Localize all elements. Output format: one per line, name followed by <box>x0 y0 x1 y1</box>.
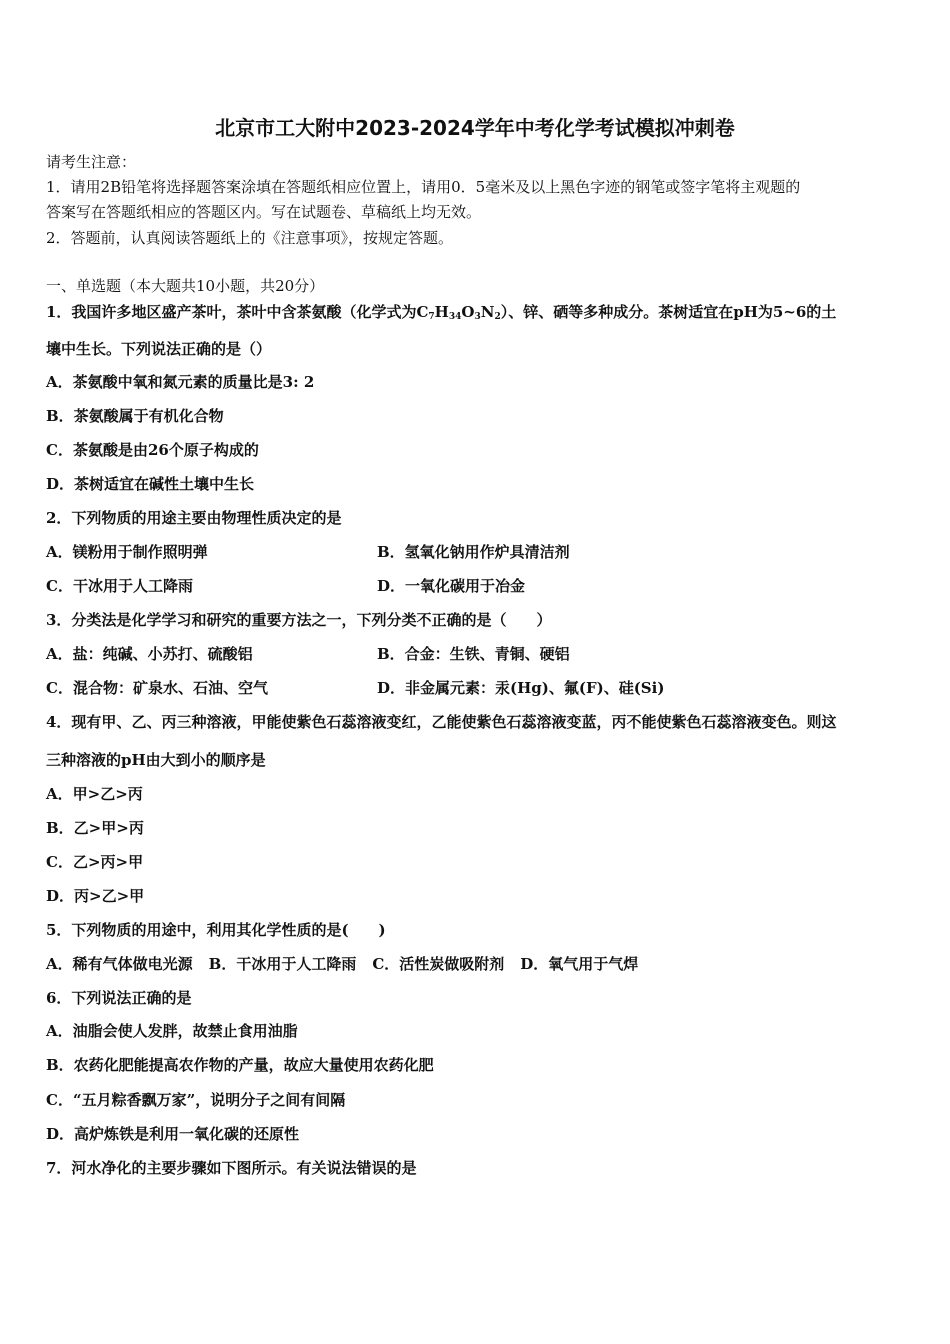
q4-option-b: B．乙>甲>丙 <box>46 819 144 837</box>
question-5-stem: 5．下列物质的用途中，利用其化学性质的是( ) <box>46 921 386 939</box>
q1-option-c: C．茶氨酸是由26个原子构成的 <box>46 441 259 459</box>
formula-n: N <box>480 303 495 321</box>
notice-line-3: 2．答题前，认真阅读答题纸上的《注意事项》，按规定答题。 <box>46 229 454 247</box>
q3-option-b: B．合金：生铁、青铜、硬铝 <box>377 645 570 663</box>
q2-option-a: A．镁粉用于制作照明弹 <box>46 543 208 561</box>
q6-option-c: C．“五月粽香飘万家”，说明分子之间有间隔 <box>46 1091 346 1109</box>
q1-option-b: B．茶氨酸属于有机化合物 <box>46 407 224 425</box>
q5-options-row <box>46 954 638 974</box>
q5-option-c: C．活性炭做吸附剂 <box>372 955 505 973</box>
q1-stem-part-a: 1．我国许多地区盛产茶叶，茶叶中含茶氨酸（化学式为C <box>46 303 429 321</box>
q4-option-c: C．乙>丙>甲 <box>46 853 144 871</box>
q4-option-d: D．丙>乙>甲 <box>46 887 145 905</box>
notice-heading: 请考生注意： <box>46 153 137 171</box>
q6-option-a: A．油脂会使人发胖，故禁止食用油脂 <box>46 1022 298 1040</box>
formula-c-count: 7 <box>428 312 435 322</box>
formula-h: H <box>434 303 449 321</box>
question-2-stem: 2．下列物质的用途主要由物理性质决定的是 <box>46 509 342 527</box>
formula-n-count: 2 <box>494 312 501 322</box>
q6-option-b: B．农药化肥能提高农作物的产量，故应大量使用农药化肥 <box>46 1056 434 1074</box>
question-3-stem: 3．分类法是化学学习和研究的重要方法之一，下列分类不正确的是（ ） <box>46 611 552 629</box>
page-title: 北京市工大附中2023-2024学年中考化学考试模拟冲刺卷 <box>215 116 735 140</box>
q4-option-a: A．甲>乙>丙 <box>46 785 143 803</box>
q5-option-d: D．氧气用于气焊 <box>520 955 639 973</box>
question-6-stem: 6．下列说法正确的是 <box>46 989 192 1007</box>
notice-line-1: 1．请用2B铅笔将选择题答案涂填在答题纸相应位置上，请用0．5毫米及以上黑色字迹的钢笔或签字笔将主观题的 <box>46 178 801 196</box>
formula-o-count: 3 <box>474 312 481 322</box>
section-heading: 一、单选题（本大题共10小题，共20分） <box>46 277 325 295</box>
formula-h-count: 34 <box>448 312 462 322</box>
question-4-stem-2: 三种溶液的pH由大到小的顺序是 <box>46 751 266 769</box>
q3-option-a: A．盐：纯碱、小苏打、硫酸铝 <box>46 645 253 663</box>
q2-option-d: D．一氧化碳用于冶金 <box>377 577 526 595</box>
question-1-stem-2: 壤中生长。下列说法正确的是（） <box>46 340 272 358</box>
q3-option-d: D．非金属元素：汞(Hg)、氟(F)、硅(Si) <box>377 679 665 697</box>
notice-line-2: 答案写在答题纸相应的答题区内。写在试题卷、草稿纸上均无效。 <box>46 203 482 221</box>
q1-option-d: D．茶树适宜在碱性土壤中生长 <box>46 475 255 493</box>
question-7-stem: 7．河水净化的主要步骤如下图所示。有关说法错误的是 <box>46 1159 417 1177</box>
q2-option-c: C．干冰用于人工降雨 <box>46 577 193 595</box>
q2-option-b: B．氢氧化钠用作炉具清洁剂 <box>377 543 570 561</box>
question-1-stem <box>46 302 836 327</box>
q1-stem-part-b: ）、锌、硒等多种成分。茶树适宜在pH为5~6的土 <box>500 303 837 321</box>
q1-option-a: A．茶氨酸中氧和氮元素的质量比是3: 2 <box>46 373 315 391</box>
q5-option-b: B．干冰用于人工降雨 <box>208 955 357 973</box>
q5-option-a: A．稀有气体做电光源 <box>46 955 193 973</box>
question-4-stem: 4．现有甲、乙、丙三种溶液，甲能使紫色石蕊溶液变红，乙能使紫色石蕊溶液变蓝，丙不能使紫色石蕊溶液变色。则这 <box>46 713 837 731</box>
formula-o: O <box>461 303 475 321</box>
q3-option-c: C．混合物：矿泉水、石油、空气 <box>46 679 268 697</box>
q6-option-d: D．高炉炼铁是利用一氧化碳的还原性 <box>46 1125 300 1143</box>
